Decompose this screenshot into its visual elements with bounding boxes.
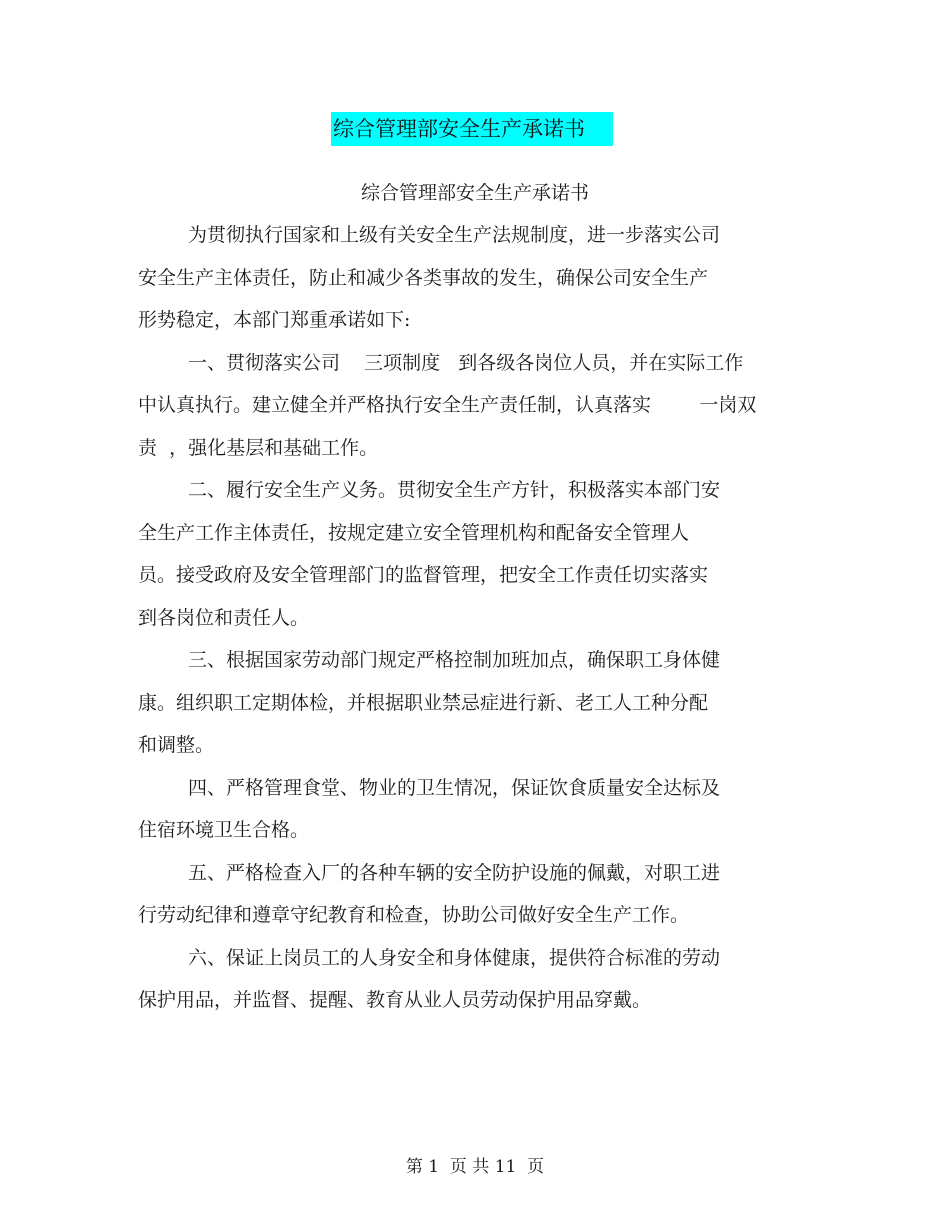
paragraph-line: 和调整。	[138, 734, 215, 756]
paragraph-line: 保护用品，并监督、提醒、教育从业人员劳动保护用品穿戴。	[138, 989, 652, 1011]
paragraph-line: 行劳动纪律和遵章守纪教育和检查，协助公司做好安全生产工作。	[138, 904, 690, 926]
page-number-footer: 第 1 页 共 11 页	[405, 1157, 545, 1177]
paragraph-line: 形势稳定，本部门郑重承诺如下:	[138, 309, 411, 331]
paragraph-line: 三、根据国家劳动部门规定严格控制加班加点，确保职工身体健	[188, 649, 721, 671]
heading-row	[0, 112, 950, 146]
paragraph-line: 为贯彻执行国家和上级有关安全生产法规制度，进一步落实公司	[188, 224, 721, 246]
paragraph-line: 五、严格检查入厂的各种车辆的安全防护设施的佩戴，对职工进	[188, 861, 721, 884]
paragraph-line: 四、严格管理食堂、物业的卫生情况，保证饮食质量安全达标及	[188, 776, 721, 799]
paragraph-line: 中认真执行。建立健全并严格执行安全生产责任制，认真落实 一岗双	[138, 394, 757, 416]
paragraph-line: 责 ，强化基层和基础工作。	[138, 436, 379, 459]
paragraph-line: 到各岗位和责任人。	[138, 606, 310, 629]
document-subheading: 综合管理部安全生产承诺书	[360, 182, 589, 204]
paragraph-line: 康。组织职工定期体检，并根据职业禁忌症进行新、老工人工种分配	[138, 691, 709, 714]
paragraph-line: 六、保证上岗员工的人身安全和身体健康，提供符合标准的劳动	[188, 946, 721, 969]
paragraph-line: 员。接受政府及安全管理部门的监督管理，把安全工作责任切实落实	[138, 564, 709, 586]
paragraph-line: 全生产工作主体责任，按规定建立安全管理机构和配备安全管理人	[138, 521, 690, 544]
paragraph-line: 安全生产主体责任，防止和减少各类事故的发生，确保公司安全生产	[138, 266, 709, 289]
document-body	[138, 220, 818, 1028]
paragraph-line: 二、履行安全生产义务。贯彻安全生产方针，积极落实本部门安	[188, 479, 721, 501]
document-heading: 综合管理部安全生产承诺书	[331, 112, 613, 146]
paragraph-line: 住宿环境卫生合格。	[138, 819, 310, 841]
paragraph-line: 一、贯彻落实公司 三项制度 到各级各岗位人员，并在实际工作	[188, 351, 744, 374]
